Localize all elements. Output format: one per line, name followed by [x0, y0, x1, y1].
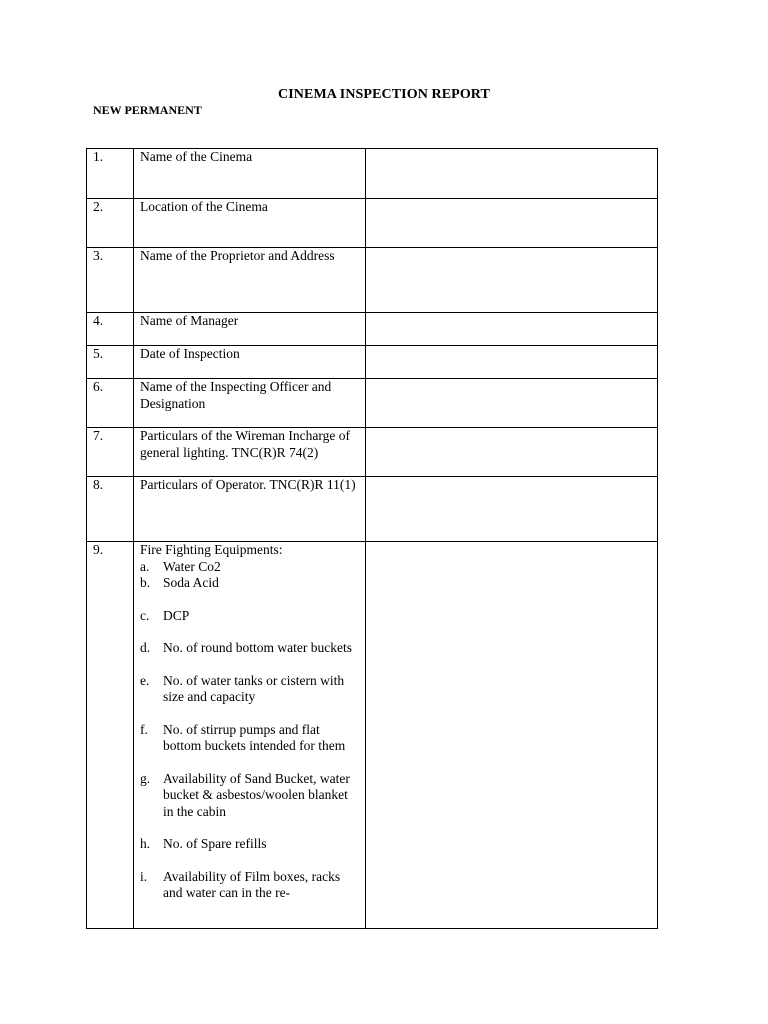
table-row [87, 477, 658, 542]
row-number-cell [87, 428, 134, 477]
row-label: Name of the Inspecting Officer and Designation [140, 379, 332, 411]
row-number: 3. [93, 248, 104, 263]
row-label-cell [134, 477, 366, 542]
list-marker: g. [140, 770, 151, 786]
list-item-text: Water Co2 [163, 558, 221, 574]
value-field-manager[interactable] [366, 313, 658, 346]
row-label-cell [134, 199, 366, 248]
row-label-cell [134, 542, 366, 929]
table-row [87, 248, 658, 313]
row-number-cell [87, 542, 134, 929]
list-item-text: No. of Spare refills [163, 836, 267, 851]
list-marker: c. [140, 607, 150, 623]
list-marker: i. [140, 868, 148, 884]
value-field-inspection-date[interactable] [366, 346, 658, 379]
row-label-cell [134, 149, 366, 199]
list-marker: d. [140, 640, 151, 655]
list-marker: b. [140, 575, 151, 590]
value-field-cinema-name[interactable] [366, 149, 658, 199]
list-item [140, 575, 359, 592]
value-field-operator[interactable] [366, 477, 658, 542]
table-row [87, 542, 658, 929]
table-row [87, 346, 658, 379]
row-label-cell [134, 346, 366, 379]
row-number-cell [87, 313, 134, 346]
row-label: Date of Inspection [140, 346, 240, 361]
value-field-fire-equipment[interactable] [366, 542, 658, 929]
table-row [87, 379, 658, 428]
inspection-form-table [86, 148, 658, 929]
list-item-text: Soda Acid [163, 575, 219, 590]
row-label: Location of the Cinema [140, 199, 268, 214]
list-item-text: No. of stirrup pumps and flat bottom buckets intended for them [163, 721, 346, 753]
list-item-text: No. of water tanks or cistern with size and capacity [163, 672, 345, 704]
row-label: Name of the Cinema [140, 149, 253, 164]
row-label: Name of the Proprietor and Address [140, 248, 335, 263]
value-field-inspecting-officer[interactable] [366, 379, 658, 428]
report-subtitle: NEW PERMANENT [93, 103, 202, 117]
row-number: 6. [93, 379, 104, 394]
value-field-wireman[interactable] [366, 428, 658, 477]
list-marker: h. [140, 836, 151, 851]
row-label-cell [134, 428, 366, 477]
list-item-text: Availability of Sand Bucket, water bucket & asbestos/woolen blanket in the cabin [163, 770, 350, 819]
report-title: CINEMA INSPECTION REPORT [278, 87, 490, 102]
row-number-cell [87, 248, 134, 313]
table-row [87, 428, 658, 477]
row-number: 7. [93, 428, 104, 443]
list-item [140, 836, 359, 853]
list-item [140, 559, 359, 576]
row-label: Particulars of Operator. TNC(R)R 11(1) [140, 477, 356, 492]
row-label-cell [134, 313, 366, 346]
list-item [140, 869, 359, 902]
list-item [140, 608, 359, 625]
list-marker: f. [140, 721, 148, 737]
row-number-cell [87, 379, 134, 428]
fire-equipment-list [140, 559, 359, 902]
list-marker: a. [140, 558, 150, 574]
row-label: Particulars of the Wireman Incharge of general lighting. TNC(R)R 74(2) [140, 428, 351, 460]
row-label: Fire Fighting Equipments: [140, 542, 283, 557]
row-number: 4. [93, 313, 104, 328]
row-label-cell [134, 248, 366, 313]
table-row [87, 313, 658, 346]
row-label-cell [134, 379, 366, 428]
row-number-cell [87, 199, 134, 248]
row-number-cell [87, 477, 134, 542]
row-number: 9. [93, 542, 104, 557]
list-marker: e. [140, 672, 150, 688]
row-label: Name of Manager [140, 313, 239, 328]
list-item [140, 771, 359, 821]
value-field-cinema-location[interactable] [366, 199, 658, 248]
list-item [140, 673, 359, 706]
row-number-cell [87, 149, 134, 199]
table-row [87, 149, 658, 199]
row-number-cell [87, 346, 134, 379]
list-item [140, 722, 359, 755]
list-item-text: DCP [163, 607, 190, 623]
row-number: 8. [93, 477, 104, 492]
list-item-text: No. of round bottom water buckets [163, 640, 352, 655]
table-row [87, 199, 658, 248]
list-item-text: Availability of Film boxes, racks and water can in the re- [163, 868, 341, 900]
value-field-proprietor[interactable] [366, 248, 658, 313]
row-number: 2. [93, 199, 104, 214]
row-number: 1. [93, 149, 104, 164]
row-number: 5. [93, 346, 104, 361]
list-item [140, 640, 359, 657]
